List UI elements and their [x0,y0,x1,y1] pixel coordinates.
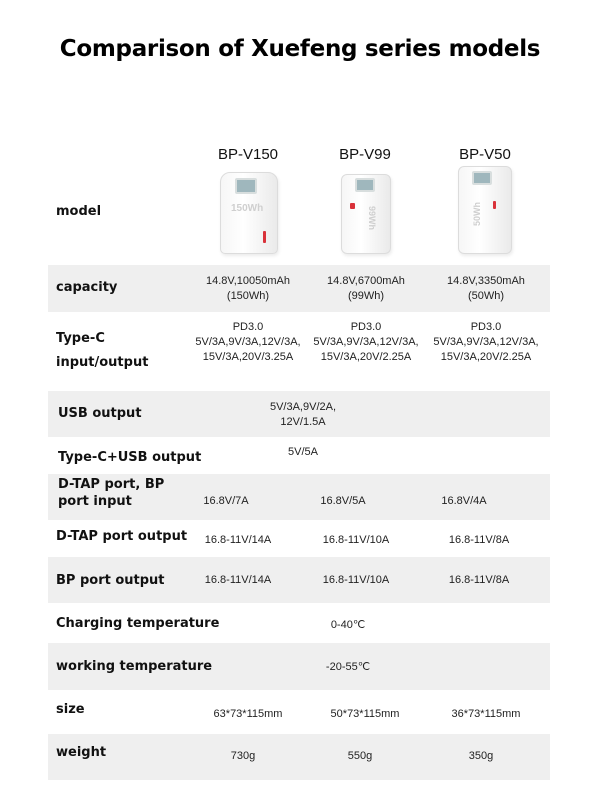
size-bp-v99: 50*73*115mm [330,708,400,720]
typec-line: PD3.0 [470,321,502,333]
battery-screen-icon [472,171,492,185]
capacity-wh: (99Wh) [347,290,385,302]
row-label-dtap-output: D-TAP port output [56,529,188,544]
row-label-model: model [56,204,102,219]
capacity-line: 14.8V,3350mAh [447,275,525,287]
battery-screen-icon [235,178,257,194]
row-typec [48,312,550,391]
row-dtap-bp-input [48,474,550,520]
typec-bp-v99 [300,320,432,365]
typec-bp-v50 [420,320,552,365]
battery-red-indicator-icon [350,203,355,209]
size-bp-v50: 36*73*115mm [451,708,521,720]
battery-red-indicator-icon [493,201,496,209]
battery-screen-icon [355,178,375,192]
weight-bp-v150: 730g [230,750,256,762]
usb-output-value [243,400,363,430]
row-label-capacity: capacity [56,280,118,295]
row-label-line: port input [58,494,132,509]
bp-output-bp-v50: 16.8-11V/8A [448,574,510,586]
dtap-bp-input-bp-v99: 16.8V/5A [320,495,366,507]
capacity-bp-v99 [304,274,428,304]
row-bp-output [48,557,550,603]
row-label-line: input/output [56,355,149,370]
typec-line: 15V/3A,20V/3.25A [202,351,294,363]
dtap-bp-input-bp-v50: 16.8V/4A [441,495,487,507]
battery-capacity-mark: 50Wh [472,201,483,227]
row-label-working-temperature: working temperature [56,659,213,674]
usb-output-line: 5V/3A,9V/2A, [269,401,337,413]
typec-line: 5V/3A,9V/3A,12V/3A, [195,336,301,348]
row-label-bp-output: BP port output [56,573,165,588]
row-charging-temperature [48,603,550,643]
row-label-line: Type-C [56,331,105,346]
typec-bp-v150 [182,320,314,365]
typec-line: PD3.0 [350,321,382,333]
working-temperature-value: -20-55℃ [325,661,371,673]
usb-output-line: 12V/1.5A [280,416,326,428]
row-weight [48,734,550,780]
capacity-bp-v150 [186,274,310,304]
row-label-dtap-bp-input [58,476,164,510]
capacity-bp-v50 [424,274,548,304]
row-working-temperature [48,643,550,690]
row-label-charging-temperature: Charging temperature [56,616,220,631]
row-dtap-output [48,520,550,557]
typec-line: 15V/3A,20V/2.25A [320,351,412,363]
capacity-wh: (150Wh) [226,290,270,302]
capacity-line: 14.8V,10050mAh [206,275,290,287]
size-bp-v150: 63*73*115mm [213,708,283,720]
row-capacity [48,265,550,312]
typec-line: PD3.0 [232,321,264,333]
row-size [48,690,550,734]
battery-capacity-mark: 150Wh [231,203,264,214]
model-name-bp-v50: BP-V50 [459,146,511,163]
typec-line: 5V/3A,9V/3A,12V/3A, [313,336,419,348]
row-typec-usb-output [48,437,550,474]
model-name-bp-v99: BP-V99 [339,146,391,163]
battery-bp-v50-image [458,166,512,254]
weight-bp-v99: 550g [347,750,373,762]
typec-line: 15V/3A,20V/2.25A [440,351,532,363]
typec-line: 5V/3A,9V/3A,12V/3A, [433,336,539,348]
row-label-line: D-TAP port, BP [58,477,165,492]
dtap-output-bp-v150: 16.8-11V/14A [204,534,272,546]
dtap-output-bp-v99: 16.8-11V/10A [322,534,390,546]
charging-temperature-value: 0-40℃ [330,619,366,631]
row-label-typec-usb-output: Type-C+USB output [58,450,202,465]
battery-capacity-mark: 99Wh [367,205,378,231]
battery-bp-v150-image [220,172,278,254]
row-usb-output [48,391,550,437]
capacity-line: 14.8V,6700mAh [327,275,405,287]
battery-bp-v99-image [341,174,391,254]
page-title: Comparison of Xuefeng series models [59,36,541,62]
capacity-wh: (50Wh) [467,290,505,302]
weight-bp-v50: 350g [468,750,494,762]
bp-output-bp-v150: 16.8-11V/14A [204,574,272,586]
row-label-usb-output: USB output [58,406,142,421]
model-name-bp-v150: BP-V150 [217,146,279,163]
row-label-typec [56,329,148,373]
dtap-output-bp-v50: 16.8-11V/8A [448,534,510,546]
dtap-bp-input-bp-v150: 16.8V/7A [203,495,249,507]
typec-usb-output-value: 5V/5A [288,446,318,458]
row-label-weight: weight [56,745,107,760]
bp-output-bp-v99: 16.8-11V/10A [322,574,390,586]
battery-red-indicator-icon [263,231,266,243]
row-label-size: size [56,702,85,717]
